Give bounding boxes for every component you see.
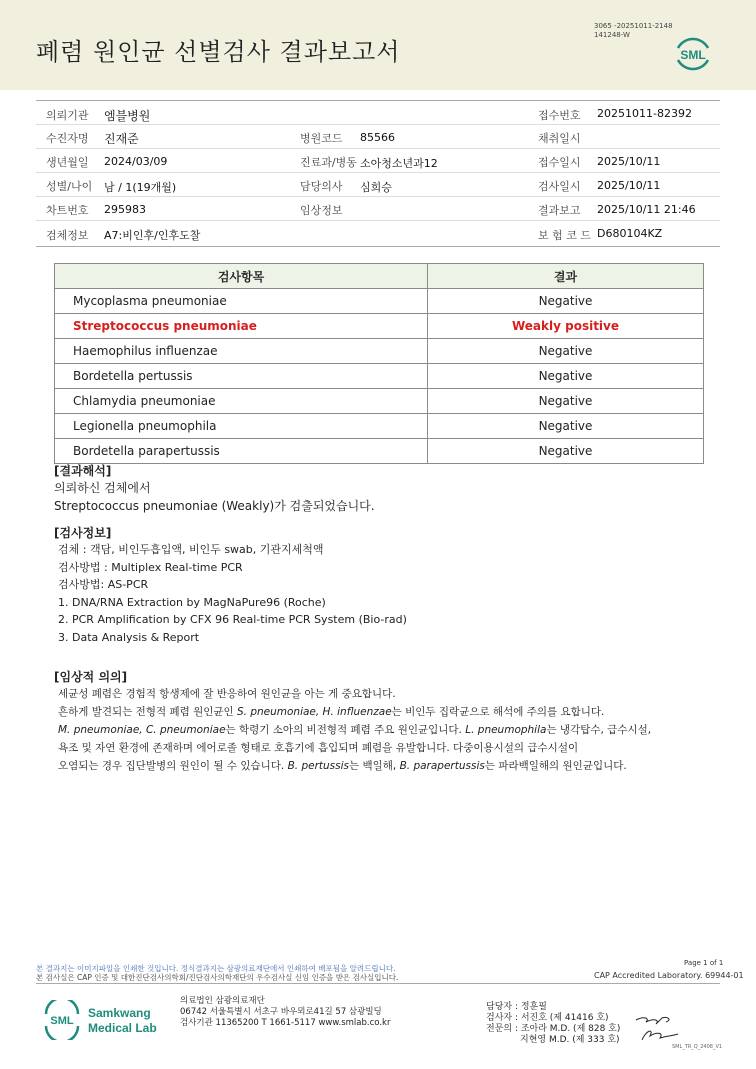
patient-value: 진재준 (104, 132, 139, 146)
birth-label: 생년월일 (46, 156, 89, 169)
test-date-label: 검사일시 (538, 180, 581, 193)
result-item: Chlamydia pneumoniae (55, 389, 428, 414)
result-item: Bordetella parapertussis (55, 439, 428, 464)
chart-label: 차트번호 (46, 204, 89, 217)
receipt-label: 접수번호 (538, 109, 581, 122)
sexage-value: 남 / 1(19개월) (104, 181, 177, 194)
divider (36, 100, 720, 101)
results-table (54, 263, 704, 464)
samkwang-logo (42, 1000, 172, 1044)
clinical-line (58, 721, 714, 739)
footer-note-print: 본 결과지는 이미지파일을 인쇄한 것입니다. 정식결과지는 삼광의료재단에서 인쇄하여 배포됨을 알려드립니다. (36, 964, 396, 973)
clinical-text: 는 파라백일해의 원인균입니다. (484, 760, 627, 772)
samkwang-logo-abbr: SML (50, 1015, 74, 1027)
dept-value: 소아청소년과12 (360, 157, 438, 170)
foundation-name: 의료법인 삼광의료재단 (180, 996, 265, 1006)
results-header-row (55, 264, 704, 289)
sml-logo (672, 34, 714, 74)
signatory-specialist: 전문의 : 조아라 M.D. (제 828 호) (486, 1024, 621, 1034)
result-item: Bordetella pertussis (55, 364, 428, 389)
samkwang-logo-name2: Medical Lab (88, 1021, 157, 1035)
hospcode-value: 85566 (360, 131, 395, 144)
col-result-header: 결과 (428, 264, 704, 289)
clinical-text: 는 비인두 집락균으로 해석에 주의를 요합니다. (391, 706, 605, 718)
divider (36, 148, 720, 149)
signatory-tester: 검사자 : 서진호 (제 41416 호) (486, 1013, 609, 1023)
samkwang-logo-name1: Samkwang (88, 1006, 151, 1020)
clinical-title: [임상적 의의] (54, 670, 128, 684)
divider (36, 220, 720, 221)
page-title: 폐렴 원인균 선별검사 결과보고서 (36, 38, 401, 66)
testinfo-title: [검사정보] (54, 526, 112, 540)
info-row-6 (36, 224, 720, 248)
clinical-section (54, 668, 714, 775)
result-item: Mycoplasma pneumoniae (55, 289, 428, 314)
page-number: Page 1 of 1 (684, 959, 724, 967)
clinical-text: 는 냉각탑수, 급수시설, (546, 724, 652, 736)
report-value: 2025/10/11 21:46 (597, 203, 696, 216)
interpretation-line: Streptococcus pneumoniae (Weakly)가 검출되었습니다. (54, 499, 375, 513)
clinical-label: 임상정보 (300, 204, 343, 217)
test-date-value: 2025/10/11 (597, 179, 661, 192)
clinical-text: 는 학령기 소아의 비전형적 폐렴 주요 원인균입니다. (225, 724, 466, 736)
specimen-label: 검체정보 (46, 229, 89, 242)
result-item: Legionella pneumophila (55, 414, 428, 439)
clinical-text: 는 백일해, (348, 760, 400, 772)
report-code (594, 22, 673, 40)
interpretation-title: [결과해석] (54, 464, 112, 478)
result-row (55, 439, 704, 464)
specimen-value: A7:비인후/인후도찰 (104, 229, 201, 242)
hospcode-label: 병원코드 (300, 132, 343, 145)
clinical-line: 세균성 폐렴은 경험적 항생제에 잘 반응하여 원인균을 아는 게 중요합니다. (58, 688, 396, 700)
cap-accreditation: CAP Accredited Laboratory. 69944-01 (594, 971, 744, 980)
report-code-line2: 141248-W (594, 31, 630, 39)
testinfo-section (54, 524, 714, 646)
clinical-species: M. pneumoniae, C. pneumoniae (58, 724, 226, 736)
result-item: Streptococcus pneumoniae (55, 314, 428, 339)
institution-label: 의뢰기관 (46, 109, 89, 122)
divider (36, 124, 720, 125)
testinfo-line: 검사방법 : Multiplex Real-time PCR (58, 560, 243, 574)
report-label: 결과보고 (538, 204, 581, 217)
clinical-line: 욕조 및 자연 환경에 존재하며 에어로졸 형태로 호흡기에 흡입되며 폐렴을 유발합니다. 다중이용시설의 급수시설이 (58, 742, 579, 754)
testinfo-line: 1. DNA/RNA Extraction by MagNaPure96 (Roche) (58, 595, 326, 609)
footer-divider (36, 983, 720, 984)
receipt-date-value: 2025/10/11 (597, 155, 661, 168)
clinical-species: S. pneumoniae, H. influenzae (236, 706, 392, 718)
institution-value: 엠블병원 (104, 109, 151, 123)
result-row (55, 339, 704, 364)
samkwang-logo-mark (42, 1000, 172, 1040)
testinfo-line: 검사방법: AS-PCR (58, 578, 149, 591)
result-value: Negative (428, 364, 704, 389)
clinical-line (58, 703, 714, 721)
insurance-label: 보 험 코 드 (538, 229, 591, 242)
signature-image (632, 1012, 682, 1046)
receipt-value: 20251011-82392 (597, 107, 692, 120)
clinical-text: 오염되는 경우 집단발병의 원인이 될 수 있습니다. (58, 760, 288, 772)
patient-label: 수진자명 (46, 132, 89, 145)
foundation-street: 06742 서울특별시 서초구 바우뫼로41길 57 삼광빌딩 (180, 1007, 382, 1017)
result-value: Negative (428, 439, 704, 464)
insurance-value: D680104KZ (597, 227, 663, 240)
interpretation-line: 의뢰하신 검체에서 (54, 481, 151, 495)
result-row (55, 289, 704, 314)
sml-logo-text: SML (680, 48, 706, 62)
result-value: Weakly positive (428, 314, 704, 339)
birth-value: 2024/03/09 (104, 155, 168, 168)
footer-note (36, 964, 398, 982)
divider (36, 246, 720, 247)
clinical-text: 흔하게 발견되는 전형적 폐렴 원인균인 (58, 706, 237, 718)
dept-label: 진료과/병동 (300, 156, 357, 169)
col-item-header: 검사항목 (55, 264, 428, 289)
testinfo-line: 3. Data Analysis & Report (58, 630, 200, 644)
receipt-date-label: 접수일시 (538, 156, 581, 169)
form-version: SML_TR_Q_2408_V1 (672, 1044, 723, 1050)
result-value: Negative (428, 389, 704, 414)
report-code-line1: 3065 -20251011-2148 (594, 22, 673, 30)
result-row-positive (55, 314, 704, 339)
clinical-line (58, 757, 714, 775)
doctor-label: 담당의사 (300, 180, 343, 193)
signatory-manager: 담당자 : 정훈필 (486, 1002, 547, 1012)
clinical-species: B. pertussis (287, 760, 349, 772)
clinical-species: L. pneumophila (465, 724, 547, 736)
interpretation-section (54, 462, 714, 515)
result-row (55, 389, 704, 414)
chart-value: 295983 (104, 203, 146, 216)
result-item: Haemophilus influenzae (55, 339, 428, 364)
result-row (55, 414, 704, 439)
doctor-value: 심희승 (360, 181, 392, 194)
collect-label: 채취일시 (538, 132, 581, 145)
divider (36, 196, 720, 197)
signatory-specialist-2: 지현영 M.D. (제 333 호) (520, 1035, 620, 1045)
result-value: Negative (428, 289, 704, 314)
footer-note-cert: 본 검사실은 CAP 인증 및 대한진단검사의학회/진단검사의학재단의 우수검사실 신임 인증을 받은 검사실입니다. (36, 973, 399, 982)
result-value: Negative (428, 339, 704, 364)
divider (36, 172, 720, 173)
testinfo-line: 검체 : 객담, 비인두흡입액, 비인두 swab, 기관지세척액 (58, 543, 324, 556)
testinfo-line: 2. PCR Amplification by CFX 96 Real-time PCR System (Bio-rad) (58, 613, 407, 626)
signatories (486, 1002, 620, 1046)
foundation-address (180, 996, 390, 1029)
sexage-label: 성별/나이 (46, 180, 93, 193)
foundation-contact: 검사기관 11365200 T 1661-5117 www.smlab.co.kr (180, 1018, 391, 1028)
clinical-species: B. parapertussis (399, 760, 485, 772)
result-value: Negative (428, 414, 704, 439)
result-row (55, 364, 704, 389)
